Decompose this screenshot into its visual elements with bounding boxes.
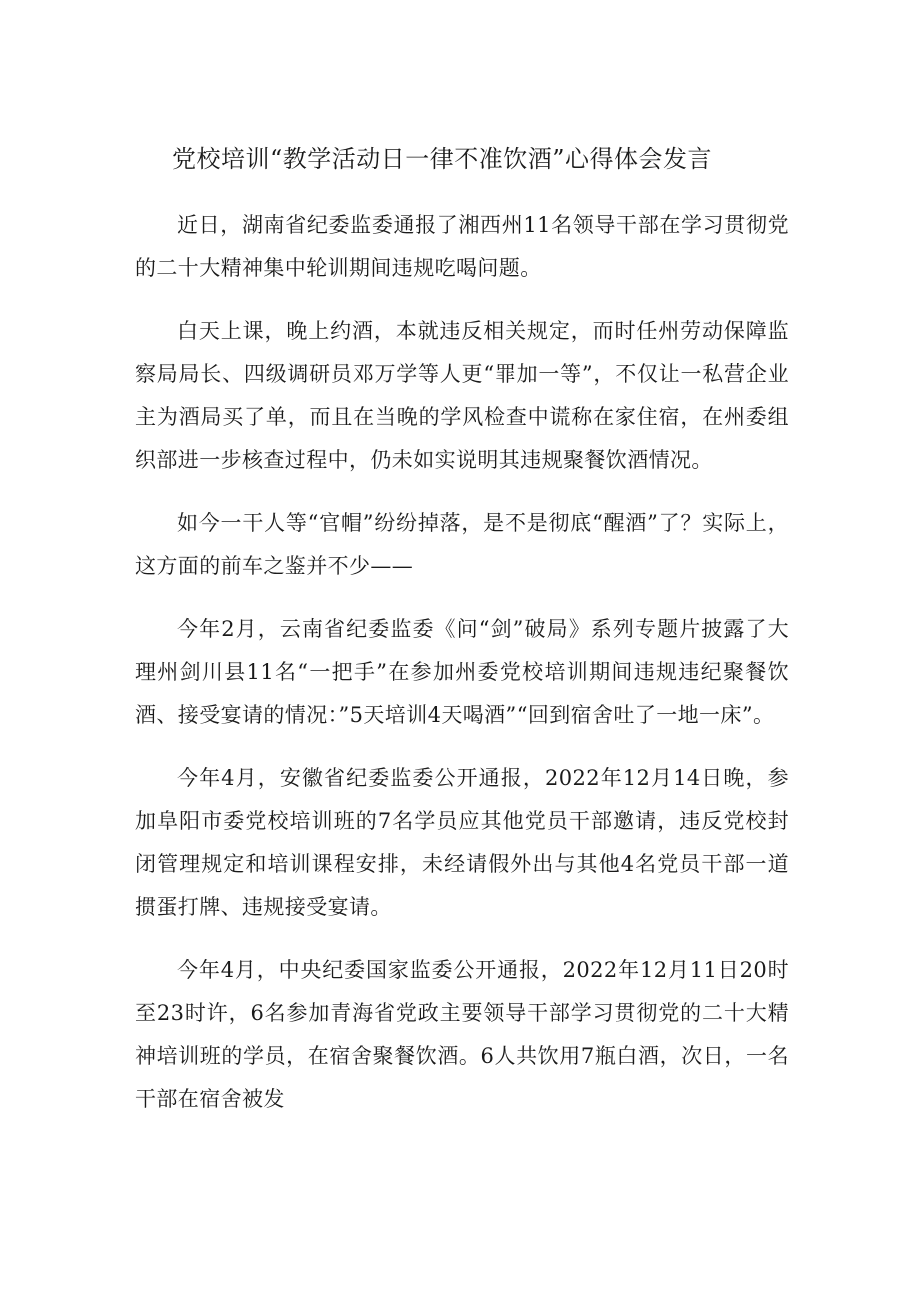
document-title: 党校培训“教学活动日一律不准饮酒”心得体会发言 xyxy=(172,145,713,173)
document-body xyxy=(135,204,789,1141)
paragraph-4: 今年2月，云南省纪委监委《问“剑”破局》系列专题片披露了大理州剑川县11名“一把手”在参加州委党校培训期间违规违纪聚餐饮酒、接受宴请的情况：”5天培训4天喝酒”“回到宿舍吐了一地一床”。 xyxy=(135,617,789,727)
paragraph-5: 今年4月，安徽省纪委监委公开通报，2022年12月14日晚，参加阜阳市委党校培训班的7名学员应其他党员干部邀请，违反党校封闭管理规定和培训课程安排，未经请假外出与其他4名党员干部一道掼蛋打牌、违规接受宴请。 xyxy=(135,766,789,919)
paragraph-3: 如今一干人等“官帽”纷纷掉落，是不是彻底“醒酒”了？实际上，这方面的前车之鉴并不少—— xyxy=(135,511,789,578)
paragraph-6: 今年4月，中央纪委国家监委公开通报，2022年12月11日20时至23时许，6名参加青海省党政主要领导干部学习贯彻党的二十大精神培训班的学员，在宿舍聚餐饮酒。6人共饮用7瓶白酒，次日，一名干部在宿舍被发 xyxy=(135,958,789,1111)
paragraph-1: 近日，湖南省纪委监委通报了湘西州11名领导干部在学习贯彻党的二十大精神集中轮训期间违规吃喝问题。 xyxy=(135,213,789,280)
paragraph-2: 白天上课，晚上约酒，本就违反相关规定，而时任州劳动保障监察局局长、四级调研员邓万学等人更“罪加一等”，不仅让一私营企业主为酒局买了单，而且在当晚的学风检查中谎称在家住宿，在州委组织部进一步核查过程中，仍未如实说明其违规聚餐饮酒情况。 xyxy=(135,319,789,472)
